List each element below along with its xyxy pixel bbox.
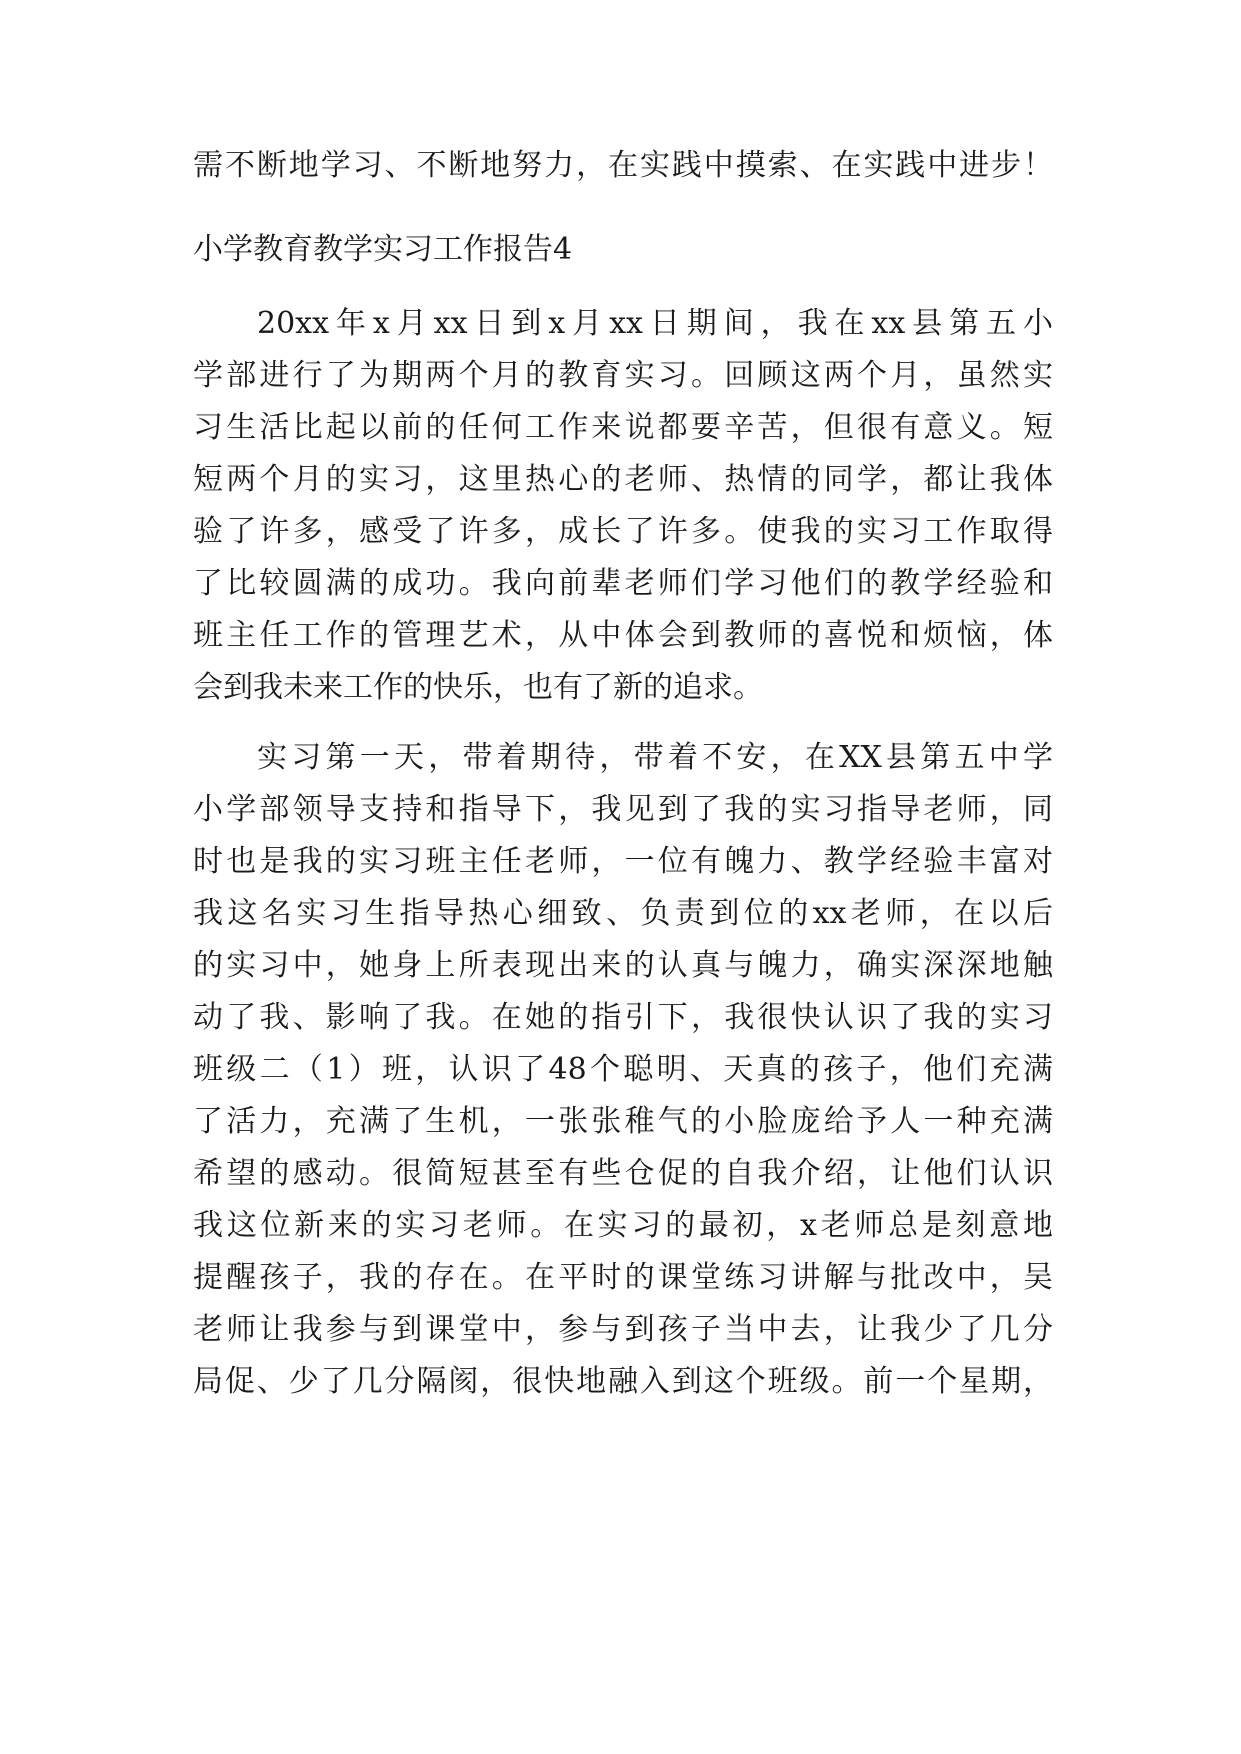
paragraph-line: 了比较圆满的成功。我向前辈老师们学习他们的教学经验和 xyxy=(193,566,1053,601)
section-heading: 小学教育教学实习工作报告4 xyxy=(193,232,573,267)
paragraph-line: 学部进行了为期两个月的教育实习。回顾这两个月，虽然实 xyxy=(193,358,1053,393)
paragraph-line: 短两个月的实习，这里热心的老师、热情的同学，都让我体 xyxy=(193,462,1053,497)
paragraph-line: 局促、少了几分隔阂，很快地融入到这个班级。前一个星期， xyxy=(193,1364,1053,1399)
paragraph-line: 小学部领导支持和指导下，我见到了我的实习指导老师，同 xyxy=(193,792,1053,827)
paragraph-line: 希望的感动。很简短甚至有些仓促的自我介绍，让他们认识 xyxy=(193,1156,1053,1191)
paragraph-line: 我这位新来的实习老师。在实习的最初，x老师总是刻意地 xyxy=(193,1208,1053,1243)
paragraph-line: 时也是我的实习班主任老师，一位有魄力、教学经验丰富对 xyxy=(193,844,1053,879)
paragraph-line: 验了许多，感受了许多，成长了许多。使我的实习工作取得 xyxy=(193,514,1053,549)
paragraph-line: 班主任工作的管理艺术，从中体会到教师的喜悦和烦恼，体 xyxy=(193,618,1053,653)
paragraph-line: 20xx年x月xx日到x月xx日期间，我在xx县第五小 xyxy=(257,306,1053,341)
paragraph-line: 的实习中，她身上所表现出来的认真与魄力，确实深深地触 xyxy=(193,948,1053,983)
paragraph-line: 动了我、影响了我。在她的指引下，我很快认识了我的实习 xyxy=(193,1000,1053,1035)
paragraph-line: 班级二（1）班，认识了48个聪明、天真的孩子，他们充满 xyxy=(193,1052,1053,1087)
paragraph-line: 我这名实习生指导热心细致、负责到位的xx老师，在以后 xyxy=(193,896,1053,931)
paragraph-line: 提醒孩子，我的存在。在平时的课堂练习讲解与批改中，吴 xyxy=(193,1260,1053,1295)
previous-paragraph-tail: 需不断地学习、不断地努力，在实践中摸索、在实践中进步！ xyxy=(193,148,1053,183)
paragraph-line: 习生活比起以前的任何工作来说都要辛苦，但很有意义。短 xyxy=(193,410,1053,445)
paragraph-line: 实习第一天，带着期待，带着不安，在XX县第五中学 xyxy=(257,740,1053,775)
paragraph-line: 了活力，充满了生机，一张张稚气的小脸庞给予人一种充满 xyxy=(193,1104,1053,1139)
paragraph-line: 会到我未来工作的快乐，也有了新的追求。 xyxy=(193,670,763,705)
paragraph-line: 老师让我参与到课堂中，参与到孩子当中去，让我少了几分 xyxy=(193,1312,1053,1347)
